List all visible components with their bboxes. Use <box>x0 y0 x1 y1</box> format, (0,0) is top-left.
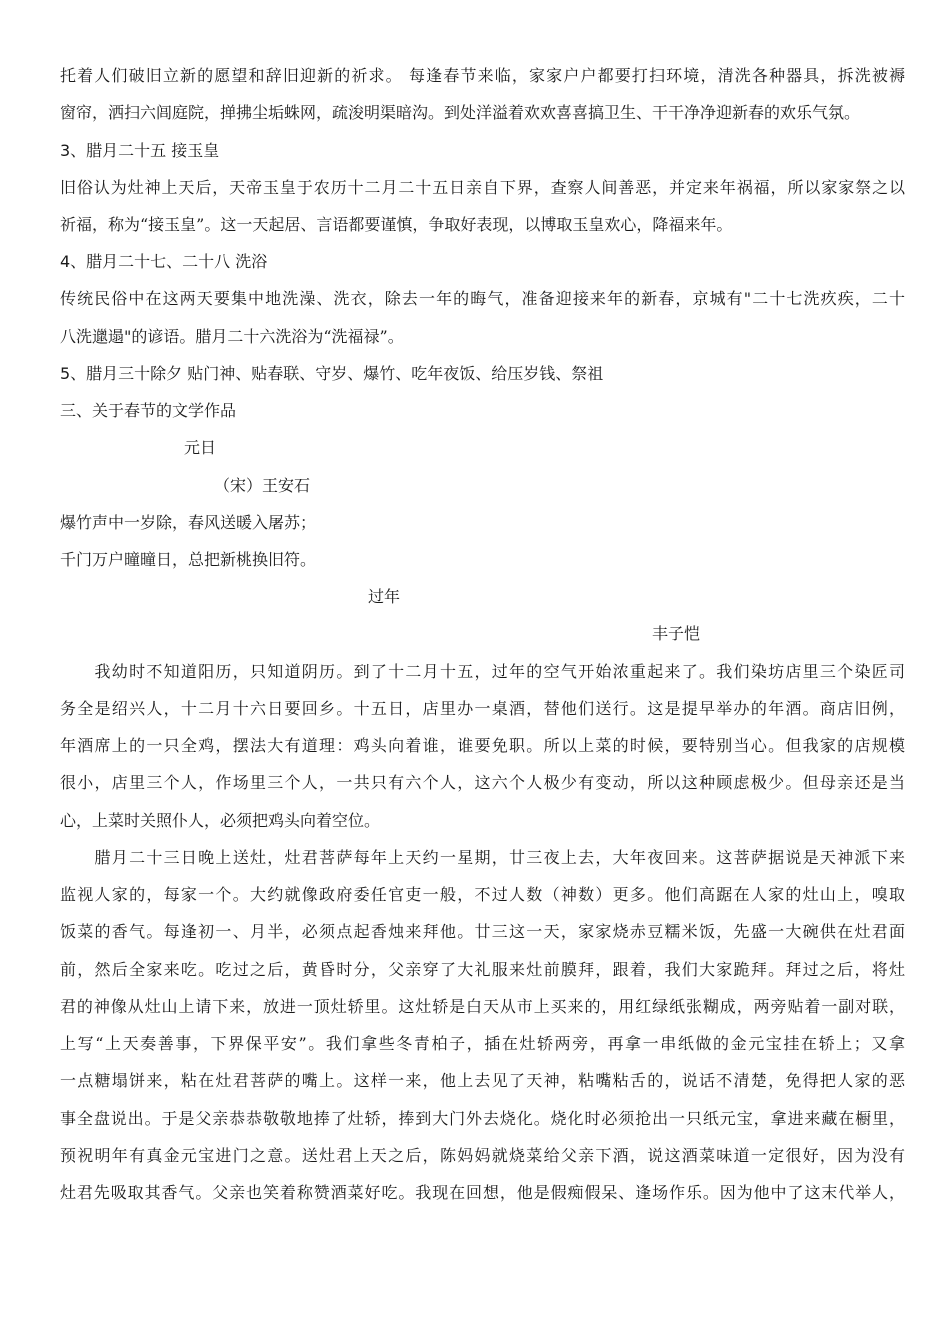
essay-line: 心，上菜时关照仆人，必须把鸡头向着空位。 <box>60 811 381 830</box>
item-heading: 5、腊月三十除夕 贴门神、贴春联、守岁、爆竹、吃年夜饭、给压岁钱、祭祖 <box>60 364 604 383</box>
essay-line: 灶君先吸取其香气。父亲也笑着称赞酒菜好吃。我现在回想，他是假痴假呆、逢场作乐。因为他中了这末代举人， <box>60 1183 905 1202</box>
paragraph-line: 八洗邋遢"的谚语。腊月二十六洗浴为“洗福禄”。 <box>60 327 404 346</box>
essay-line: 前，然后全家来吃。吃过之后，黄昏时分，父亲穿了大礼服来灶前膜拜，跟着，我们大家跪拜。拜过之后，将灶 <box>60 960 905 979</box>
essay-author: 丰子恺 <box>652 624 701 643</box>
essay-line: 我幼时不知道阳历，只知道阴历。到了十二月十五，过年的空气开始浓重起来了。我们染坊店里三个染匠司 <box>60 662 905 681</box>
poem-line: 爆竹声中一岁除，春风送暖入屠苏； <box>60 513 317 532</box>
item-heading: 4、腊月二十七、二十八 洗浴 <box>60 252 268 271</box>
paragraph-line: 传统民俗中在这两天要集中地洗澡、洗衣，除去一年的晦气，准备迎接来年的新春，京城有"二十七洗疚疾，二十 <box>60 289 905 308</box>
essay-line: 上写“上天奏善事，下界保平安”。我们拿些冬青柏子，插在灶轿两旁，再拿一串纸做的金元宝挂在轿上；又拿 <box>60 1034 905 1053</box>
poem-line: 千门万户曈曈日，总把新桃换旧符。 <box>60 550 317 569</box>
poem-title: 元日 <box>184 438 217 457</box>
essay-line: 务全是绍兴人，十二月十六日要回乡。十五日，店里办一桌酒，替他们送行。这是提早举办的年酒。商店旧例， <box>60 699 905 718</box>
essay-line: 君的神像从灶山上请下来，放进一顶灶轿里。这灶轿是白天从市上买来的，用红绿纸张糊成，两旁贴着一副对联， <box>60 997 905 1016</box>
essay-title: 过年 <box>368 587 401 606</box>
essay-line: 监视人家的，每家一个。大约就像政府委任官吏一般，不过人数（神数）更多。他们高踞在人家的灶山上，嗅取 <box>60 885 905 904</box>
essay-line: 预祝明年有真金元宝进门之意。送灶君上天之后，陈妈妈就烧菜给父亲下酒，说这酒菜味道一定很好，因为没有 <box>60 1146 905 1165</box>
essay-line: 一点糖塌饼来，粘在灶君菩萨的嘴上。这样一来，他上去见了天神，粘嘴粘舌的，说话不清楚，免得把人家的恶 <box>60 1071 905 1090</box>
essay-line: 年酒席上的一只全鸡，摆法大有道理：鸡头向着谁，谁要免职。所以上菜的时候，要特别当心。但我家的店规模 <box>60 736 905 755</box>
essay-line: 事全盘说出。于是父亲恭恭敬敬地捧了灶轿，捧到大门外去烧化。烧化时必须抢出一只纸元宝，拿进来藏在橱里， <box>60 1109 905 1128</box>
paragraph-line: 旧俗认为灶神上天后，天帝玉皇于农历十二月二十五日亲自下界，查察人间善恶，并定来年祸福，所以家家祭之以 <box>60 178 905 197</box>
essay-line: 饭菜的香气。每逢初一、月半，必须点起香烛来拜他。廿三这一天，家家烧赤豆糯米饭，先盛一大碗供在灶君面 <box>60 922 905 941</box>
paragraph-line: 窗帘，洒扫六闾庭院，掸拂尘垢蛛网，疏浚明渠暗沟。到处洋溢着欢欢喜喜搞卫生、干干净净迎新春的欢乐气氛。 <box>60 103 861 122</box>
essay-line: 腊月二十三日晚上送灶，灶君菩萨每年上天约一星期，廿三夜上去，大年夜回来。这菩萨据说是天神派下来 <box>60 848 905 867</box>
paragraph-line: 祈福，称为“接玉皇”。这一天起居、言语都要谨慎，争取好表现，以博取玉皇欢心，降福来年。 <box>60 215 733 234</box>
item-heading: 3、腊月二十五 接玉皇 <box>60 141 220 160</box>
essay-line: 很小，店里三个人，作场里三个人，一共只有六个人，这六个人极少有变动，所以这种顾虑极少。但母亲还是当 <box>60 773 905 792</box>
paragraph-line: 托着人们破旧立新的愿望和辞旧迎新的祈求。 每逢春节来临，家家户户都要打扫环境，清洗各种器具，拆洗被褥 <box>60 66 905 85</box>
section-title: 三、关于春节的文学作品 <box>60 401 237 420</box>
poem-author: （宋）王安石 <box>214 476 311 495</box>
